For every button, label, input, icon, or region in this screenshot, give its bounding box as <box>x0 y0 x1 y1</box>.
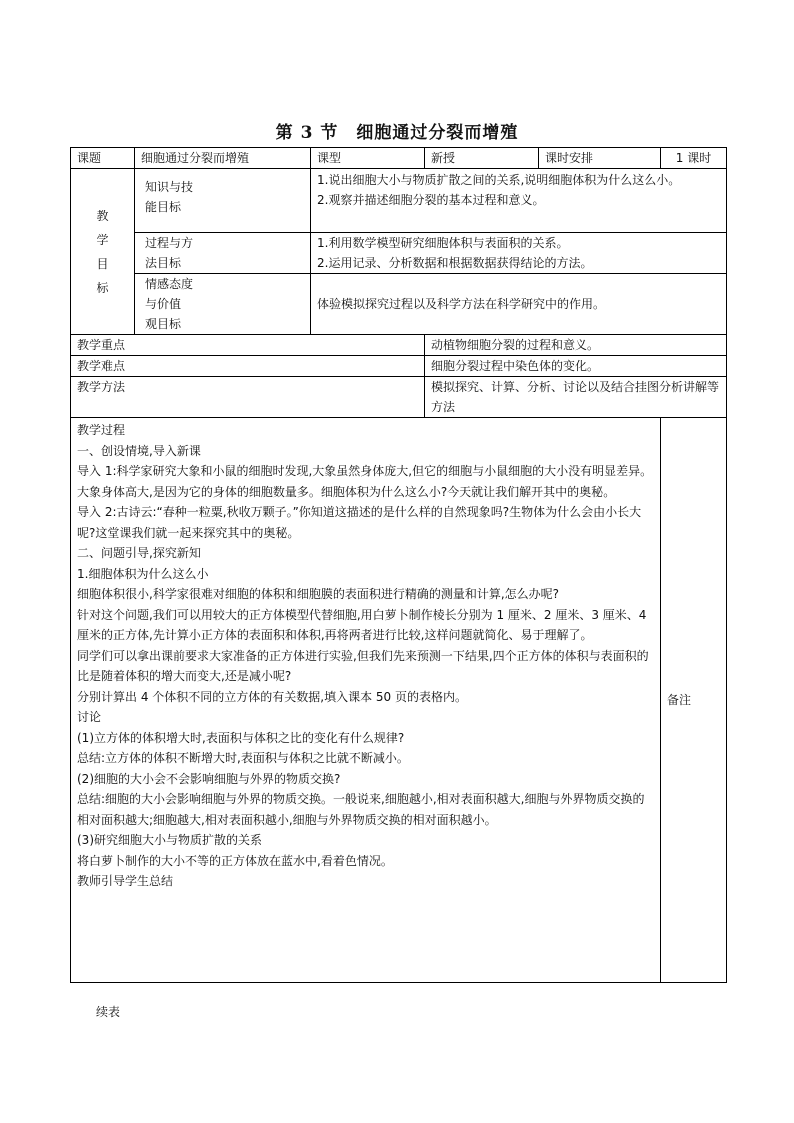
process-paragraph: 导入 1:科学家研究大象和小鼠的细胞时发现,大象虽然身体庞大,但它的细胞与小鼠细胞的大小没有明显差异。大象身体高大,是因为它的身体的细胞数量多。细胞体积为什么这么小?今天就让我们解开其中的奥秘。 <box>77 464 653 499</box>
header-cell-topic-label: 课题 <box>71 148 135 169</box>
key-point-row <box>71 335 727 356</box>
method-row <box>71 377 727 418</box>
knowledge-goal-label-line: 知识与技 <box>145 180 194 194</box>
page-title: 第 3 节 细胞通过分裂而增殖 <box>275 123 519 143</box>
process-goal-label-line: 过程与方 <box>145 236 194 250</box>
emotion-goal-label-line: 情感态度 <box>145 277 194 291</box>
lesson-plan-table <box>70 147 727 983</box>
goals-label-char: 教 <box>96 208 109 223</box>
emotion-goal-label <box>135 274 311 335</box>
goals-process-row <box>71 233 727 274</box>
goals-label-char: 学 <box>96 232 109 247</box>
goals-emotion-row <box>71 274 727 335</box>
process-goal-label-line: 法目标 <box>145 256 182 270</box>
process-paragraph: 总结:细胞的大小会影响细胞与外界的物质交换。一般说来,细胞越小,相对表面积越大,细胞与外界物质交换的相对面积越大;细胞越大,相对表面积越小,细胞与外界物质交换的相对面积越小。 <box>77 792 645 827</box>
process-paragraph: (3)研究细胞大小与物质扩散的关系 <box>77 833 262 847</box>
key-point-value: 动植物细胞分裂的过程和意义。 <box>425 335 727 356</box>
process-paragraph: (1)立方体的体积增大时,表面积与体积之比的变化有什么规律? <box>77 730 405 745</box>
goals-label <box>71 169 135 335</box>
difficulty-label: 教学难点 <box>71 356 425 377</box>
process-paragraph: (2)细胞的大小会不会影响细胞与外界的物质交换? <box>77 771 341 786</box>
knowledge-goal-label <box>135 169 311 233</box>
remark-cell: 备注 <box>661 418 727 983</box>
emotion-goal-label-line: 与价值 <box>145 297 182 311</box>
process-goal-item: 2.运用记录、分析数据和根据数据获得结论的方法。 <box>317 256 593 270</box>
process-paragraph: 总结:立方体的体积不断增大时,表面积与体积之比就不断减小。 <box>77 751 409 765</box>
process-paragraph: 细胞体积很小,科学家很难对细胞的体积和细胞膜的表面积进行精确的测量和计算,怎么办呢? <box>77 587 560 601</box>
goals-label-char: 目 <box>96 256 109 271</box>
knowledge-goal-content <box>311 169 727 233</box>
emotion-goal-label-line: 观目标 <box>145 317 182 331</box>
process-goal-label <box>135 233 311 274</box>
header-cell-type-label: 课型 <box>311 148 425 169</box>
emotion-goal-content <box>311 274 727 335</box>
process-paragraph: 将白萝卜制作的大小不等的正方体放在蓝水中,看着色情况。 <box>77 853 393 868</box>
process-paragraph: 同学们可以拿出课前要求大家准备的正方体进行实验,但我们先来预测一下结果,四个正方体的体积与表面积的比是随着体积的增大而变大,还是减小呢? <box>77 648 649 683</box>
teaching-process-row <box>71 418 727 983</box>
process-paragraph: 教学过程 <box>77 423 126 437</box>
difficulty-value: 细胞分裂过程中染色体的变化。 <box>425 356 727 377</box>
header-cell-type-value: 新授 <box>425 148 539 169</box>
process-goal-item: 1.利用数学模型研究细胞体积与表面积的关系。 <box>317 236 569 250</box>
knowledge-goal-item: 1.说出细胞大小与物质扩散之间的关系,说明细胞体积为什么这么小。 <box>317 173 681 187</box>
header-cell-hours-value: 1 课时 <box>661 148 727 169</box>
teaching-process-content <box>71 418 661 983</box>
continued-label: 续表 <box>96 1005 121 1019</box>
header-cell-topic-value: 细胞通过分裂而增殖 <box>135 148 311 169</box>
process-paragraph: 1.细胞体积为什么这么小 <box>77 566 209 581</box>
difficulty-row <box>71 356 727 377</box>
process-goal-content <box>311 233 727 274</box>
knowledge-goal-item: 2.观察并描述细胞分裂的基本过程和意义。 <box>317 193 545 207</box>
key-point-label: 教学重点 <box>71 335 425 356</box>
emotion-goal-item: 体验模拟探究过程以及科学方法在科学研究中的作用。 <box>317 297 606 311</box>
process-paragraph: 分别计算出 4 个体积不同的立方体的有关数据,填入课本 50 页的表格内。 <box>77 689 467 704</box>
process-paragraph: 一、创设情境,导入新课 <box>77 443 201 458</box>
goals-knowledge-row <box>71 169 727 233</box>
process-paragraph: 二、问题引导,探究新知 <box>77 546 201 560</box>
process-paragraph: 讨论 <box>77 710 102 724</box>
header-row <box>71 148 727 169</box>
method-label: 教学方法 <box>71 377 425 418</box>
process-paragraph: 教师引导学生总结 <box>77 874 174 888</box>
goals-label-char: 标 <box>96 280 109 295</box>
method-value: 模拟探究、计算、分析、讨论以及结合挂图分析讲解等方法 <box>425 377 727 418</box>
knowledge-goal-label-line: 能目标 <box>145 200 182 214</box>
header-cell-hours-label: 课时安排 <box>539 148 661 169</box>
process-paragraph: 导入 2:古诗云:“春种一粒粟,秋收万颗子。”你知道这描述的是什么样的自然现象吗?生物体为什么会由小长大呢?这堂课我们就一起来探究其中的奥秘。 <box>77 505 642 540</box>
process-paragraph: 针对这个问题,我们可以用较大的正方体模型代替细胞,用白萝卜制作棱长分别为 1 厘米、2 厘米、3 厘米、4 厘米的正方体,先计算小正方体的表面积和体积,再将两者进行比较,这样问题就简化、易于理解了。 <box>77 607 647 642</box>
